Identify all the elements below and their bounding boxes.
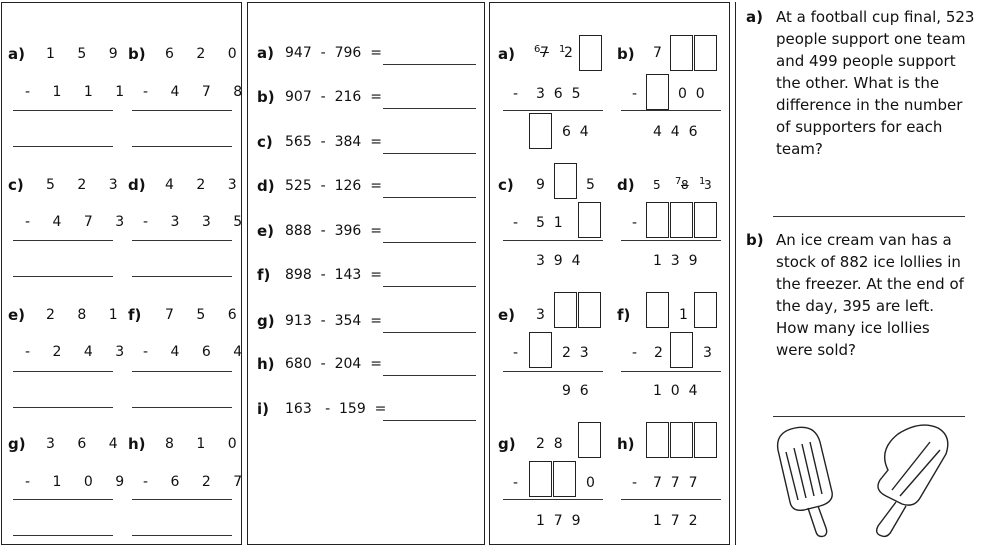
problem-top: 5 2 3 xyxy=(46,177,127,193)
answer-line xyxy=(503,110,603,111)
problem-label: a) xyxy=(8,45,25,63)
subtrahend: 3 6 5 xyxy=(536,86,581,102)
missing-digit-box[interactable] xyxy=(646,292,669,328)
minus-sign: - xyxy=(632,86,638,102)
problem-label: b) xyxy=(617,45,635,63)
minus-sign: - xyxy=(513,475,519,491)
answer-line xyxy=(383,197,476,198)
answer: 6 4 xyxy=(562,124,589,140)
answer-line xyxy=(621,240,721,241)
item-label: i) xyxy=(257,400,269,418)
answer-line xyxy=(132,240,232,241)
digit: 7 xyxy=(540,45,549,61)
digit: 3 xyxy=(704,178,712,192)
carry-digit: 1 xyxy=(699,176,706,187)
answer: 1 7 2 xyxy=(653,513,698,529)
missing-digit-box[interactable] xyxy=(578,422,601,458)
item-expression: 565 - 384 = xyxy=(285,134,382,150)
problem-bottom: - 4 6 4 xyxy=(143,344,252,360)
problem-label: g) xyxy=(8,435,26,453)
minus-sign: - xyxy=(632,215,638,231)
minus-sign: - xyxy=(632,475,638,491)
problem-bottom: - 1 0 9 xyxy=(25,474,134,490)
item-expression: 163 - 159 = xyxy=(285,401,387,417)
answer: 3 9 4 xyxy=(536,253,581,269)
missing-digit-box[interactable] xyxy=(646,422,669,458)
answer-line xyxy=(383,375,476,376)
problem-bottom: - 4 7 3 xyxy=(25,214,134,230)
answer-line xyxy=(621,371,721,372)
item-expression: 913 - 354 = xyxy=(285,313,382,329)
missing-digit-box[interactable] xyxy=(694,35,717,71)
missing-digit-box[interactable] xyxy=(670,422,693,458)
problem-label: d) xyxy=(617,176,635,194)
problem-bottom: - 3 3 5 xyxy=(143,214,252,230)
answer-line[interactable] xyxy=(773,416,965,417)
subtrahend: 5 1 xyxy=(536,215,563,231)
missing-digit-box[interactable] xyxy=(554,292,577,328)
answer-line xyxy=(132,146,232,147)
crossed-digit: 6 xyxy=(534,44,541,55)
item-label: e) xyxy=(257,222,275,240)
ice-lolly-icon xyxy=(778,427,833,536)
answer-line xyxy=(503,499,603,500)
problem-label: c) xyxy=(8,176,24,194)
answer: 1 7 9 xyxy=(536,513,581,529)
problem-label: h) xyxy=(617,435,635,453)
missing-digit-box[interactable] xyxy=(529,113,552,149)
problem-label: h) xyxy=(128,435,146,453)
answer: 4 4 6 xyxy=(653,124,698,140)
answer: 1 0 4 xyxy=(653,383,698,399)
problem-bottom: - 2 4 3 xyxy=(25,344,134,360)
problem-label: b) xyxy=(128,45,146,63)
missing-digit-box[interactable] xyxy=(670,35,693,71)
ice-lolly-illustration xyxy=(770,420,970,545)
missing-digit-box[interactable] xyxy=(553,461,576,497)
missing-digit-box[interactable] xyxy=(579,35,602,71)
digit: 3 xyxy=(703,345,712,361)
problem-bottom: - 4 7 8 xyxy=(143,84,252,100)
problem-top: 2 8 1 xyxy=(46,307,127,323)
answer-line xyxy=(13,276,113,277)
subtrahend: 2 3 xyxy=(562,345,589,361)
answer-line xyxy=(132,110,232,111)
problem-label: c) xyxy=(498,176,514,194)
item-expression: 525 - 126 = xyxy=(285,178,382,194)
minus-sign: - xyxy=(513,86,519,102)
subtrahend: 0 0 xyxy=(678,86,705,102)
problem-top: 1 5 9 xyxy=(46,46,127,62)
question-b-text: An ice cream van has a stock of 882 ice lollies in the freezer. At the end of the day, 395 are left. How many ice lollies were sold? xyxy=(776,231,964,359)
answer-line xyxy=(383,420,476,421)
problem-label: d) xyxy=(128,176,146,194)
problem-label: f) xyxy=(617,306,631,324)
item-expression: 888 - 396 = xyxy=(285,223,382,239)
problem-top: 7 5 6 xyxy=(165,307,246,323)
answer-line xyxy=(132,535,232,536)
problem-label: g) xyxy=(498,435,516,453)
missing-digit-box[interactable] xyxy=(578,202,601,238)
item-label: c) xyxy=(257,133,273,151)
problem-label: e) xyxy=(8,306,26,324)
minus-sign: - xyxy=(513,215,519,231)
answer: 9 6 xyxy=(562,383,589,399)
answer-line xyxy=(621,499,721,500)
missing-digit-box[interactable] xyxy=(554,163,577,199)
missing-digit-box[interactable] xyxy=(670,332,693,368)
answer-line xyxy=(383,153,476,154)
answer-line xyxy=(132,407,232,408)
answer-line xyxy=(383,332,476,333)
missing-digit-box[interactable] xyxy=(694,202,717,238)
item-expression: 907 - 216 = xyxy=(285,89,382,105)
answer-line xyxy=(13,499,113,500)
digit: 1 xyxy=(679,307,688,323)
missing-digit-box[interactable] xyxy=(670,202,693,238)
digit: 8 xyxy=(681,178,689,192)
digit: 7 xyxy=(653,45,662,61)
problem-bottom: - 6 2 7 xyxy=(143,474,252,490)
digit: 3 xyxy=(536,307,545,323)
minus-sign: - xyxy=(513,345,519,361)
panel-missing-digits xyxy=(489,2,730,545)
answer-line xyxy=(383,108,476,109)
digit: 0 xyxy=(586,475,595,491)
item-label: a) xyxy=(257,44,274,62)
answer-line xyxy=(13,535,113,536)
carry-digit: 1 xyxy=(559,44,566,55)
answer-line xyxy=(383,64,476,65)
answer-line xyxy=(132,371,232,372)
problem-bottom: - 1 1 1 xyxy=(25,84,134,100)
digit: 9 xyxy=(536,177,545,193)
answer-line[interactable] xyxy=(773,216,965,217)
digit: 5 xyxy=(653,178,661,192)
answer: 1 3 9 xyxy=(653,253,698,269)
ice-lolly-icon xyxy=(877,425,948,536)
answer-line xyxy=(503,240,603,241)
answer-line xyxy=(13,110,113,111)
answer-line xyxy=(13,371,113,372)
minus-sign: - xyxy=(632,345,638,361)
item-expression: 898 - 143 = xyxy=(285,267,382,283)
problem-label: f) xyxy=(128,306,142,324)
missing-digit-box[interactable] xyxy=(694,422,717,458)
item-label: g) xyxy=(257,312,275,330)
answer-line xyxy=(13,146,113,147)
problem-top: 4 2 3 xyxy=(165,177,246,193)
missing-digit-box[interactable] xyxy=(529,461,552,497)
item-label: d) xyxy=(257,177,275,195)
answer-line xyxy=(13,240,113,241)
question-a-label: a) xyxy=(746,8,763,26)
digit: 2 xyxy=(654,345,663,361)
missing-digit-box[interactable] xyxy=(694,292,717,328)
answer-line xyxy=(383,242,476,243)
missing-digit-box[interactable] xyxy=(578,292,601,328)
item-label: h) xyxy=(257,355,275,373)
problem-top: 3 6 4 xyxy=(46,436,127,452)
missing-digit-box[interactable] xyxy=(646,74,669,110)
subtrahend: 7 7 7 xyxy=(653,475,698,491)
item-expression: 947 - 796 = xyxy=(285,45,382,61)
digit: 2 xyxy=(564,45,573,61)
answer-line xyxy=(621,110,721,111)
answer-line xyxy=(13,407,113,408)
question-a-text: At a football cup final, 523 people support one team and 499 people support the other. What is the difference in the number of supporters for each team? xyxy=(776,8,975,158)
item-label: f) xyxy=(257,266,271,284)
missing-digit-box[interactable] xyxy=(646,202,669,238)
answer-line xyxy=(132,276,232,277)
answer-line xyxy=(132,499,232,500)
question-b-label: b) xyxy=(746,231,764,249)
digits: 2 8 xyxy=(536,436,563,452)
answer-line xyxy=(383,286,476,287)
missing-digit-box[interactable] xyxy=(529,332,552,368)
item-label: b) xyxy=(257,88,275,106)
crossed-digit: 7 xyxy=(675,176,682,187)
problem-label: e) xyxy=(498,306,516,324)
problem-top: 8 1 0 xyxy=(165,436,246,452)
item-expression: 680 - 204 = xyxy=(285,356,382,372)
problem-top: 6 2 0 xyxy=(165,46,246,62)
problem-label: a) xyxy=(498,45,515,63)
digit: 5 xyxy=(586,177,595,193)
answer-line xyxy=(503,371,603,372)
